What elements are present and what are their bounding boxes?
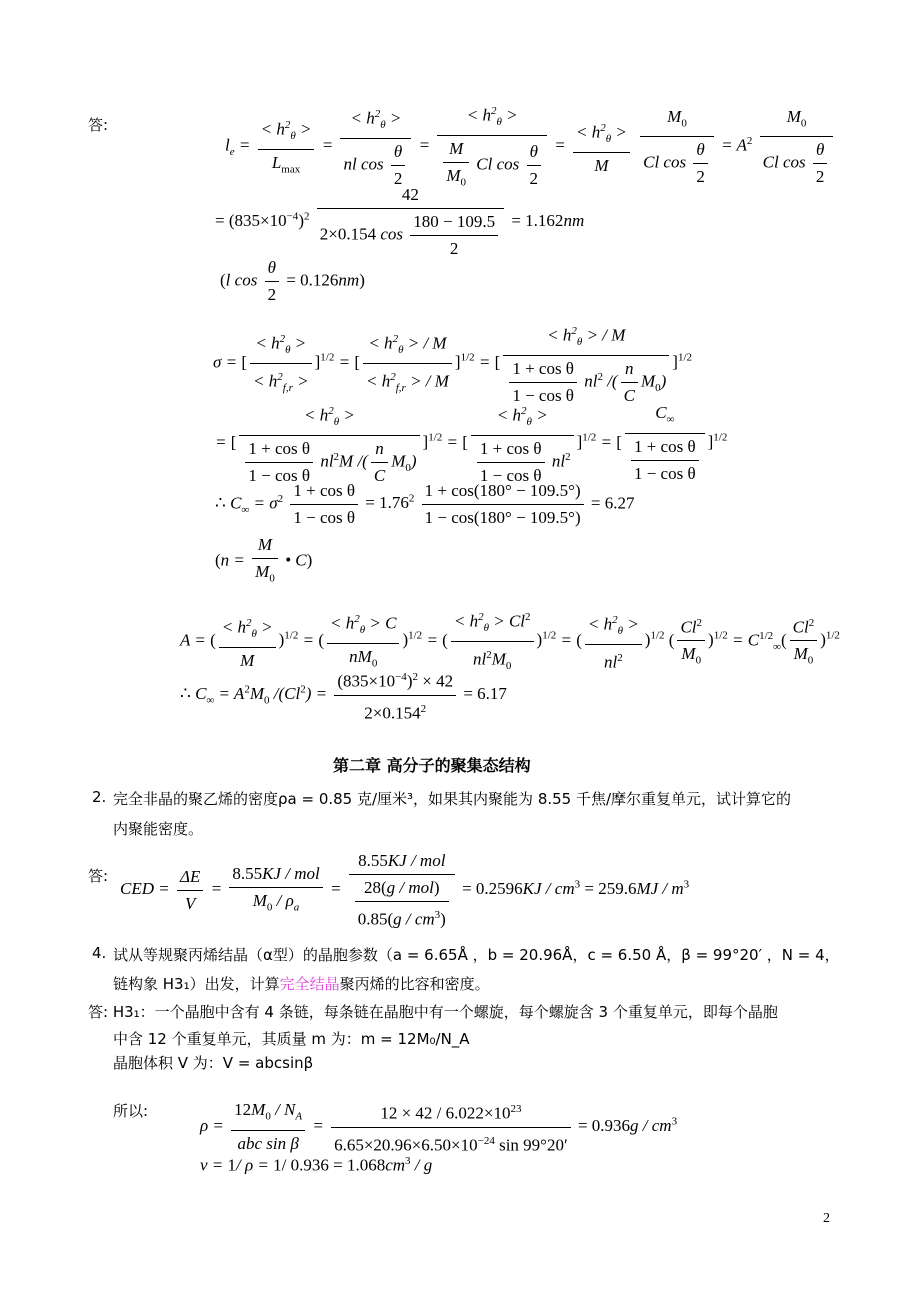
equation-cinf: ∴ $C_\infty = \sigma^2$ $\frac{\text{1 + cos θ}}{\text{1 − cos θ}}$ = $1.76^2$ $\frac{1 + \cos(180^\circ - 109.5^\circ)}{1 - \cos(180^\circ - 109.5^\circ)}$ = 6.27 — [215, 478, 634, 531]
problem-2-number: 2. — [92, 788, 107, 806]
answer-4-line2: 中含 12 个重复单元，其质量 m 为：m = 12M₀/N_A — [113, 1030, 470, 1048]
equation-sigma-2: = [ < $h^2_\theta$ > $\frac{\text{1 + cos θ}}{\text{1 − cos θ}}$ $nl^2M$ /( $\frac{n}{C}$ $M_0$) ]$^{1/2}$ = [ < $h^2_\theta$ > $\frac{\text{1 + cos θ}}{\text{1 − cos θ}}$ $nl^2$ ]$^{1/2}$ = [ $\frac{C_\infty}{\frac{\text{1 + cos θ}}{\text{1 − cos θ}}}$ ]$^{1/2}$ — [215, 398, 727, 489]
answer-4-line1: 答: H3₁：一个晶胞中含有 4 条链，每条链在晶胞中有一个螺旋，每个螺旋含 3 个重复单元，即每个晶胞 — [88, 1003, 778, 1021]
equation-lcos: (l cos $\frac{\theta}{2}$ = 0.126nm) — [220, 255, 365, 308]
problem-4-line1: 试从等规聚丙烯结晶（α型）的晶胞参数（a = 6.65Å ，b = 20.96Å，c = 6.50 Å，β = 99°20′ ，N = 4， — [113, 946, 840, 964]
equation-le-value: = $(835\times 10^{-4})^2$ 42 2×0.154 cos $\frac{180 - 109.5}{2}$ = 1.162nm — [215, 182, 584, 262]
answer-label: 答: — [88, 116, 109, 134]
equation-le: $l_e$ = $\frac{< h^2_\theta >}{L_{max}}$ = < $h^2_\theta$ > nl cos $\frac{\theta}{2}$ = < $h^2_\theta$ > $\frac{M}{M_0}$ Cl cos $\frac{\theta}{2}$ = $\frac{< h^2_\theta >}{M}$ $M_0$ Cl cos $\frac{\theta}{2}$ = $A^2$ $M_0$ Cl cos $\frac{\theta}{2}$ — [225, 98, 836, 195]
equation-density: ρ = $\frac{12M_0 / N_A}{\text{abc sin β}}$ = $\frac{12 \times 42 / 6.022\times 10^{23}}{6.65\times 20.96\times 6.50\times 10^{-24} \sin 99^\circ 20'}$ = $0.936g / cm^3$ — [200, 1096, 677, 1158]
equation-ced: CED = $\frac{\Delta E}{V}$ = $\frac{\text{8.55KJ / mol}}{M_0 / \rho_a}$ = $\frac{\text{8.55KJ / mol}}{\frac{\text{28(g / mol)}}{0.85(g / cm^3)}}$ = $0.2596KJ / cm^3 = 259.6MJ / m^3$ — [120, 848, 689, 933]
problem-4-number: 4. — [92, 944, 107, 962]
equation-n: (n = $\frac{M}{M_0}$ • C) — [215, 532, 312, 591]
page-number: 2 — [823, 1211, 830, 1226]
equation-a: A = ( $\frac{< h^2_\theta >}{M}$ )$^{1/2}$ = ( $\frac{< h^2_\theta > C}{nM_0}$ )$^{1/2}$ = ( $\frac{< h^2_\theta > Cl^2}{nl^2M_0}$ )$^{1/2}$ = ( $\frac{< h^2_\theta >}{nl^2}$ )$^{1/2}$ ( $\frac{Cl^2}{M_0}$ )$^{1/2} = C^{1/2}_\infty$( $\frac{Cl^2}{M_0}$ )$^{1/2}$ — [180, 604, 840, 679]
equation-sigma: σ = [ $\frac{< h^2_\theta >}{< h^2_{f,r} >}$ ]$^{1/2}$ = [ $\frac{< h^2_\theta > / M}{< h^2_{f,r} > / M}$ ]$^{1/2}$ = [ < $h^2_\theta$ > / M $\frac{\text{1 + cos θ}}{\text{1 − cos θ}}$ $nl^2$ /( $\frac{n}{C}$ $M_0$) ]$^{1/2}$ — [213, 318, 692, 409]
equation-cinf-2: ∴ $C_\infty = A^2M_0$ $/(Cl^2)$ = $\frac{(835\times 10^{-4})^2 \times 42}{2\times 0.154^2}$ = 6.17 — [180, 664, 507, 726]
equation-specific-volume: v = 1/ ρ = 1/ $0.936 = 1.068cm^3 / g$ — [200, 1155, 433, 1175]
so-label: 所以: — [113, 1102, 149, 1120]
answer-4-line3: 晶胞体积 V 为：V = abcsinβ — [113, 1054, 314, 1072]
problem-2-line2: 内聚能密度。 — [113, 820, 204, 838]
answer-2-label: 答: — [88, 867, 109, 885]
problem-4-line2: 链构象 H3₁）出发，计算完全结晶聚丙烯的比容和密度。 — [113, 975, 490, 993]
section-heading: 第二章 高分子的聚集态结构 — [333, 756, 531, 775]
problem-2-line1: 完全非晶的聚乙烯的密度ρa = 0.85 克/厘米³，如果其内聚能为 8.55 千焦/摩尔重复单元，试计算它的 — [113, 790, 792, 808]
